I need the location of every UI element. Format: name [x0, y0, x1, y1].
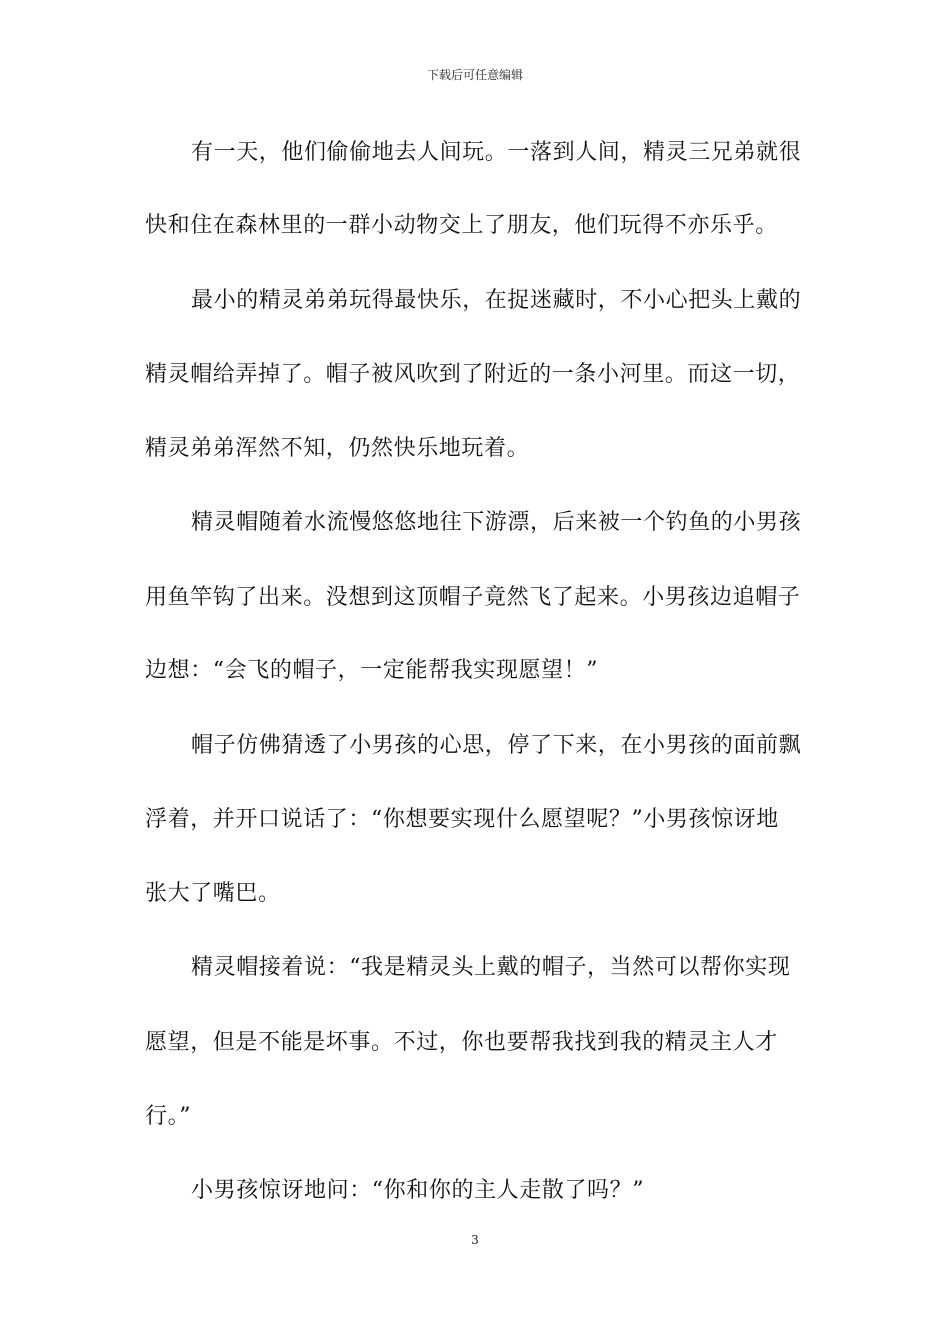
paragraph-line: 边想：“会飞的帽子，一定能帮我实现愿望！”: [145, 658, 599, 683]
paragraph-line: 精灵帽随着水流慢悠悠地往下游漂，后来被一个钓鱼的小男孩: [191, 510, 802, 535]
paragraph-line: 愿望，但是不能是坏事。不过，你也要帮我找到我的精灵主人才: [145, 1030, 778, 1055]
paragraph-line: 行。”: [145, 1104, 192, 1129]
paragraph-line: 浮着，并开口说话了：“你想要实现什么愿望呢？”小男孩惊讶地: [145, 807, 779, 832]
page-number: 3: [471, 1233, 479, 1247]
paragraph-line: 小男孩惊讶地问：“你和你的主人走散了吗？”: [191, 1178, 645, 1203]
paragraph-line: 帽子仿佛猜透了小男孩的心思，停了下来，在小男孩的面前飘: [191, 733, 802, 758]
paragraph-line: 快和住在森林里的一群小动物交上了朋友，他们玩得不亦乐乎。: [145, 213, 778, 238]
paragraph-line: 精灵帽接着说：“我是精灵头上戴的帽子，当然可以帮你实现: [191, 955, 791, 980]
page-header: 下载后可任意编辑: [426, 68, 523, 82]
paragraph-line: 用鱼竿钩了出来。没想到这顶帽子竟然飞了起来。小男孩边追帽子: [145, 585, 801, 610]
paragraph-line: 有一天，他们偷偷地去人间玩。一落到人间，精灵三兄弟就很: [191, 140, 802, 165]
paragraph-line: 精灵弟弟浑然不知，仍然快乐地玩着。: [145, 436, 530, 461]
paragraph-line: 精灵帽给弄掉了。帽子被风吹到了附近的一条小河里。而这一切，: [145, 362, 801, 387]
paragraph-line: 张大了嘴巴。: [145, 881, 281, 906]
paragraph-line: 最小的精灵弟弟玩得最快乐，在捉迷藏时，不小心把头上戴的: [191, 288, 802, 313]
